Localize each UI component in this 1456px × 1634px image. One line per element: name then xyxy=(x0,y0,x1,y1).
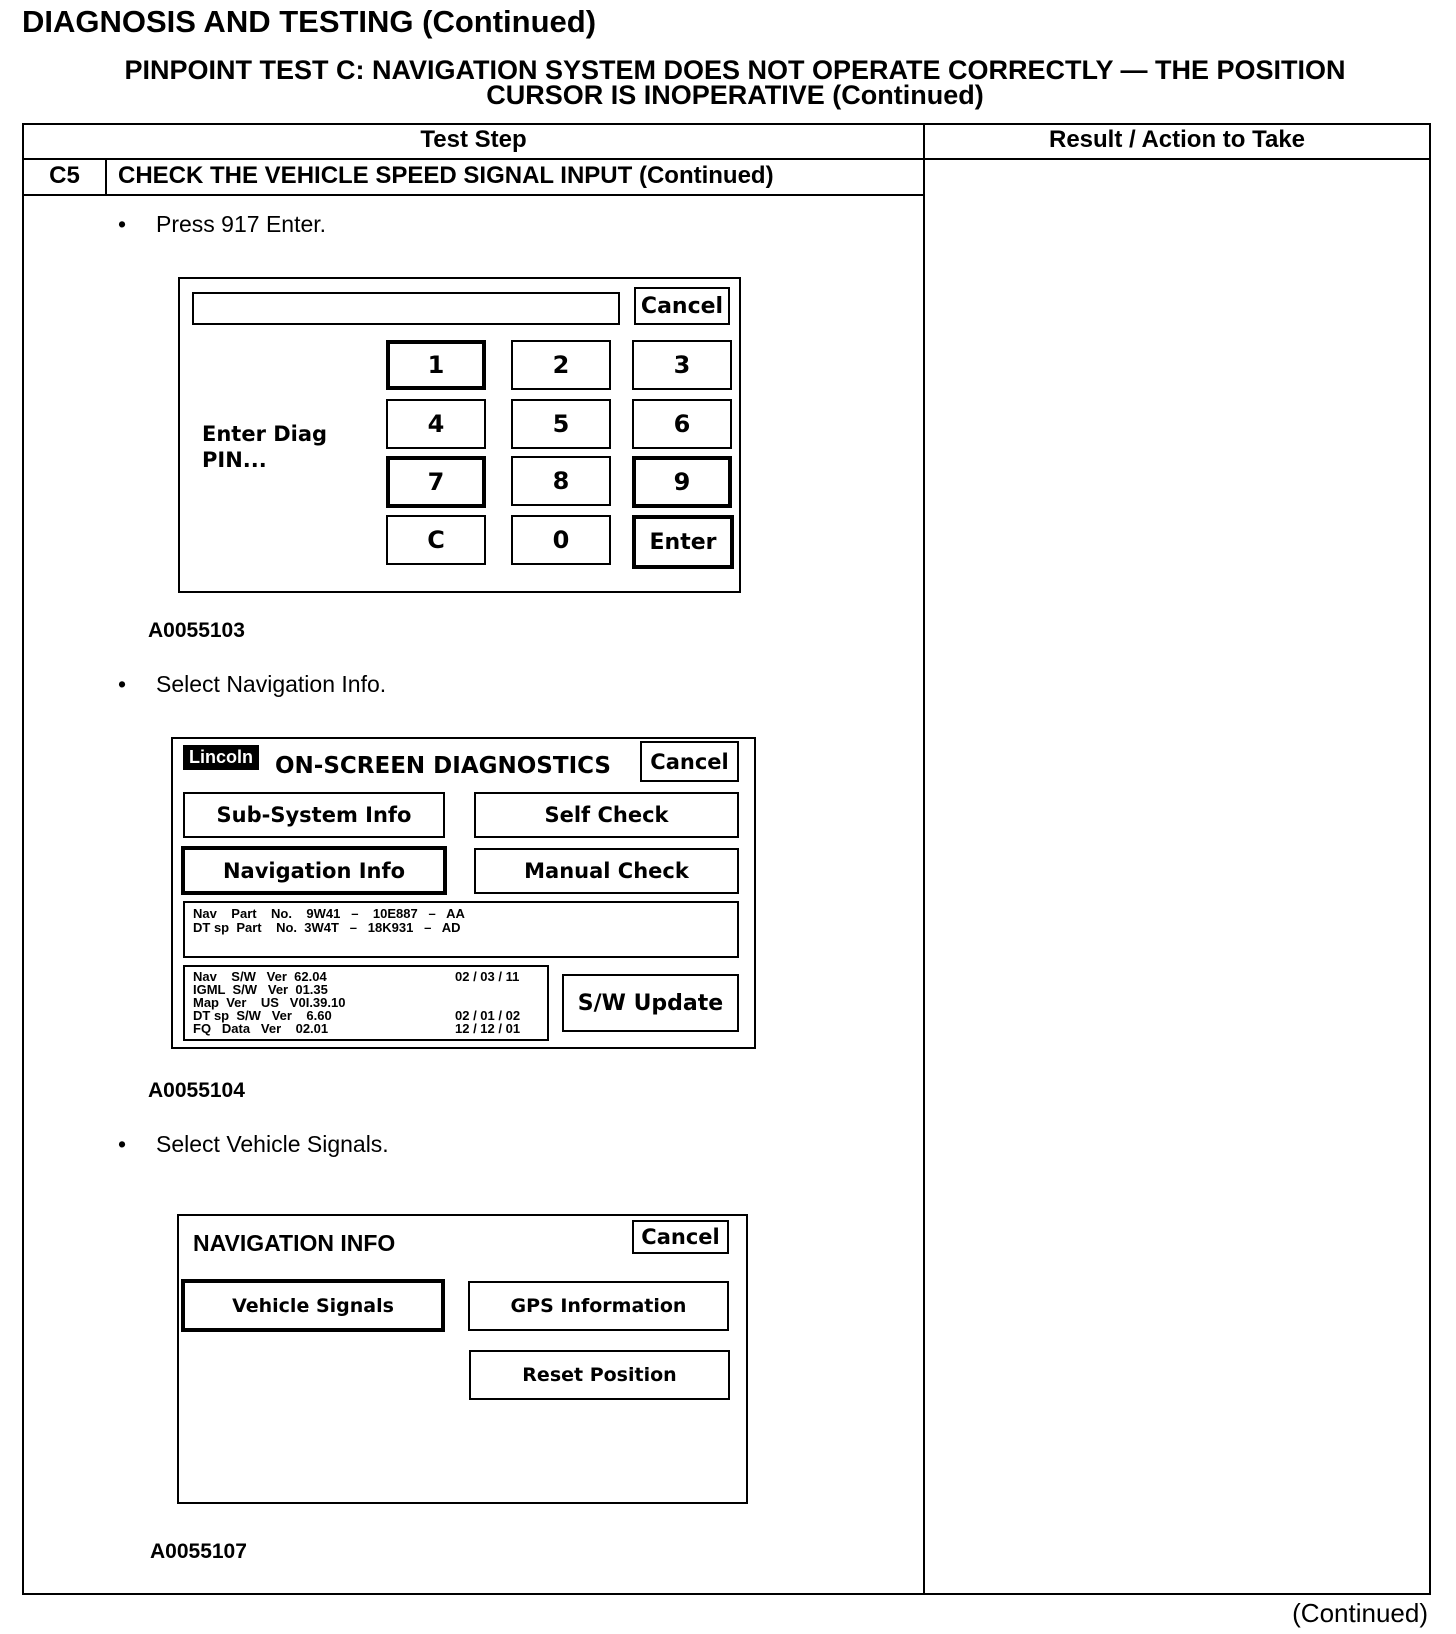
instruction-text: Select Navigation Info. xyxy=(156,671,387,697)
diagnostics-heading: ON-SCREEN DIAGNOSTICS xyxy=(275,753,611,779)
key-7[interactable]: 7 xyxy=(386,456,486,508)
figure-id: A0055104 xyxy=(148,1079,245,1102)
navigation-info-figure xyxy=(177,1214,748,1504)
navigation-info-heading: NAVIGATION INFO xyxy=(193,1230,396,1256)
step-instruction xyxy=(118,1131,389,1158)
bullet: • xyxy=(118,211,127,237)
software-version-panel xyxy=(183,965,549,1041)
pinpoint-test-title xyxy=(60,55,1410,110)
sub-system-info-button[interactable]: Sub-System Info xyxy=(183,792,445,838)
key-4[interactable]: 4 xyxy=(386,399,486,449)
instruction-text: Select Vehicle Signals. xyxy=(156,1131,389,1157)
dt-sp-part-number: DT sp Part No. 3W4T – 18K931 – AD xyxy=(193,920,461,935)
gps-information-button[interactable]: GPS Information xyxy=(468,1281,729,1331)
part-number-panel xyxy=(183,901,739,958)
instruction-text: Press 917 Enter. xyxy=(156,211,327,237)
step-title: CHECK THE VEHICLE SPEED SIGNAL INPUT (Continued) xyxy=(118,162,774,189)
column-header-result: Result / Action to Take xyxy=(1048,126,1306,153)
lincoln-logo: Lincoln xyxy=(183,745,259,770)
igml-sw-version: IGML S/W Ver 01.35 xyxy=(193,982,328,997)
key-enter[interactable]: Enter xyxy=(632,515,734,569)
vehicle-signals-button[interactable]: Vehicle Signals xyxy=(181,1279,445,1332)
reset-position-button[interactable]: Reset Position xyxy=(469,1350,730,1400)
manual-check-button[interactable]: Manual Check xyxy=(474,848,739,894)
key-5[interactable]: 5 xyxy=(511,399,611,449)
key-6[interactable]: 6 xyxy=(632,399,732,449)
sw-update-button[interactable]: S/W Update xyxy=(562,974,739,1032)
pin-prompt xyxy=(202,421,327,473)
column-divider xyxy=(923,123,925,1595)
cancel-button[interactable]: Cancel xyxy=(634,287,730,325)
pin-entry-field[interactable] xyxy=(192,292,620,325)
nav-part-number: Nav Part No. 9W41 – 10E887 – AA xyxy=(193,906,465,921)
step-instruction xyxy=(118,671,386,698)
cancel-button[interactable]: Cancel xyxy=(632,1220,729,1254)
cancel-button[interactable]: Cancel xyxy=(640,741,739,782)
fq-data-date: 12 / 12 / 01 xyxy=(455,1021,521,1036)
key-3[interactable]: 3 xyxy=(632,340,732,390)
subtitle-line-1: PINPOINT TEST C: NAVIGATION SYSTEM DOES NOT OPERATE CORRECTLY — THE POSITION xyxy=(124,55,1346,85)
nav-sw-version: Nav S/W Ver 62.04 xyxy=(193,969,327,984)
dt-sp-sw-version: DT sp S/W Ver 6.60 xyxy=(193,1008,332,1023)
bullet: • xyxy=(118,1131,127,1157)
map-version: Map Ver US V0I.39.10 xyxy=(193,995,346,1010)
pin-prompt-line-2: PIN... xyxy=(202,448,267,472)
key-8[interactable]: 8 xyxy=(511,456,611,506)
page-title: DIAGNOSIS AND TESTING (Continued) xyxy=(22,4,597,39)
diagnostics-figure xyxy=(171,737,756,1049)
dt-sp-sw-date: 02 / 01 / 02 xyxy=(455,1008,521,1023)
header-rule xyxy=(22,158,1431,160)
bullet: • xyxy=(118,671,127,697)
key-c[interactable]: C xyxy=(386,515,486,565)
key-2[interactable]: 2 xyxy=(511,340,611,390)
navigation-info-button[interactable]: Navigation Info xyxy=(181,846,447,895)
step-id-divider xyxy=(105,158,107,196)
key-1[interactable]: 1 xyxy=(386,340,486,390)
continued-label: (Continued) xyxy=(1292,1598,1428,1628)
nav-sw-date: 02 / 03 / 11 xyxy=(455,969,520,984)
subtitle-line-2: CURSOR IS INOPERATIVE (Continued) xyxy=(486,80,984,110)
keypad-figure xyxy=(178,277,741,593)
key-0[interactable]: 0 xyxy=(511,515,611,565)
figure-id: A0055107 xyxy=(150,1540,247,1563)
fq-data-version: FQ Data Ver 02.01 xyxy=(193,1021,329,1036)
figure-id: A0055103 xyxy=(148,619,245,642)
step-title-rule xyxy=(22,194,925,196)
step-id: C5 xyxy=(49,162,80,189)
pin-prompt-line-1: Enter Diag xyxy=(202,422,328,446)
key-9[interactable]: 9 xyxy=(632,456,732,508)
step-instruction xyxy=(118,211,326,238)
self-check-button[interactable]: Self Check xyxy=(474,792,739,838)
column-header-test-step: Test Step xyxy=(420,126,527,153)
